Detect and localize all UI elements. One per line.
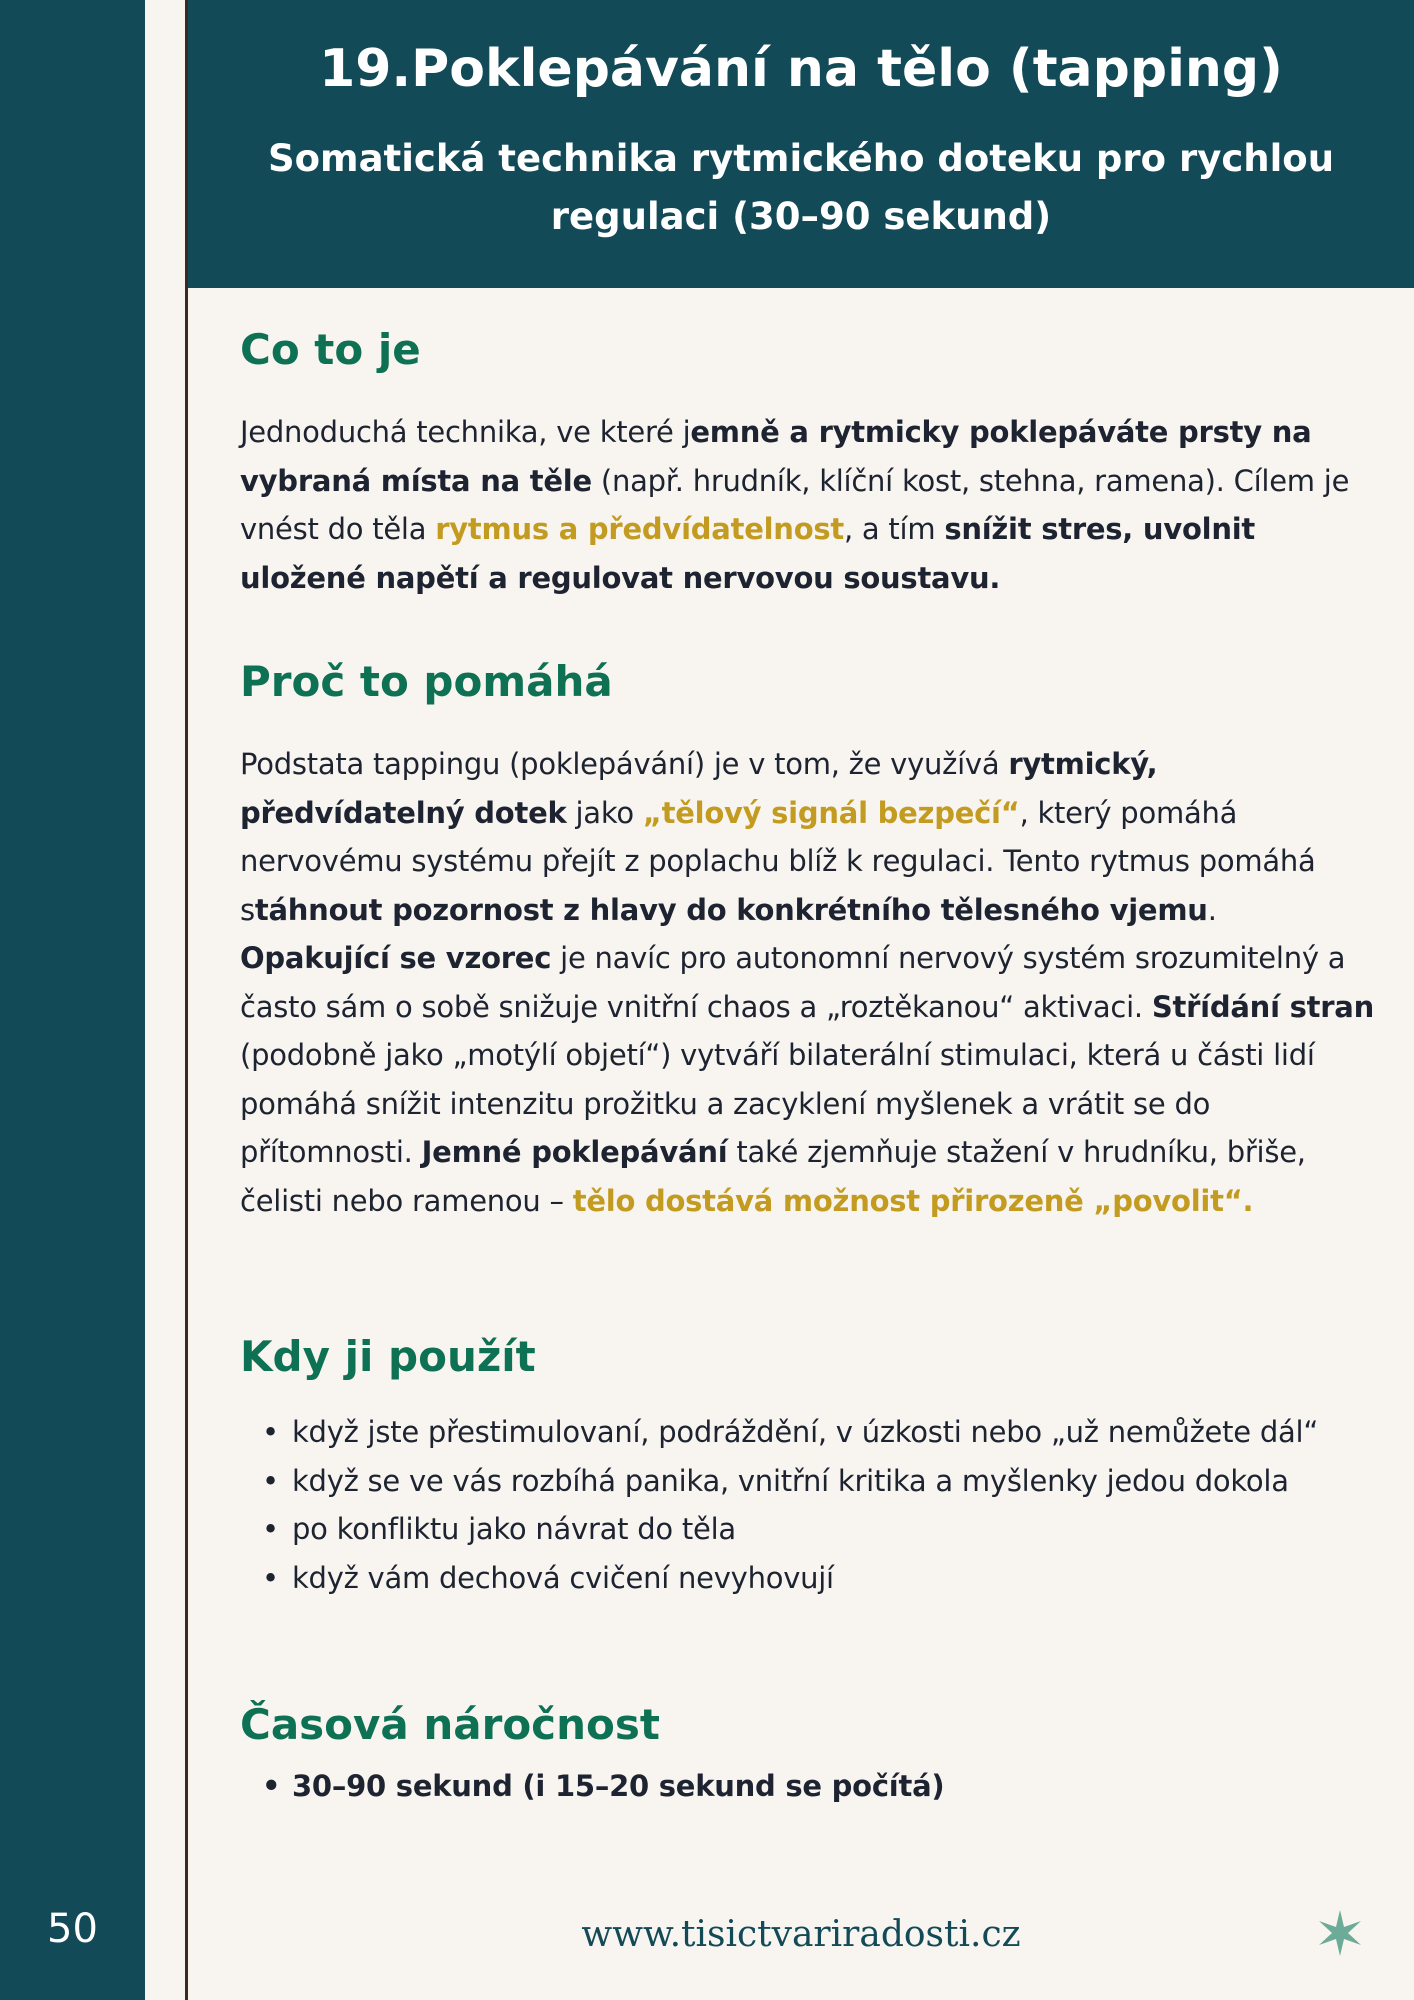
text-run-bold: Střídání stran (1151, 989, 1375, 1024)
list-item: • když vám dechová cvičení nevyhovují (240, 1554, 1375, 1603)
text-run: (např. hrudník, klíční kost, stehna, ramena). Cílem je vnést do těla (240, 463, 1350, 546)
header-banner (188, 0, 1414, 288)
page-number: 50 (47, 1906, 98, 1952)
text-run-bold: emně a rytmicky poklepáváte prsty na vybraná místa na těle (240, 415, 1312, 498)
page-title: 19.Poklepávání na tělo (tapping) (319, 39, 1283, 99)
text-run-bold: snížit stres, uvolnit uložené napětí a regulovat nervovou soustavu. (240, 512, 1256, 595)
when-list (240, 1408, 1375, 1602)
section-heading-when: Kdy ji použít (240, 1332, 536, 1381)
text-run: také zjemňuje stažení v hrudníku, břiše, čelisti nebo ramenou – (240, 1135, 1306, 1218)
section-heading-why: Proč to pomáhá (240, 657, 613, 706)
text-run-highlight: rytmus a předvídatelnost (435, 512, 844, 546)
text-run-highlight: „tělový signál bezpečí“ (642, 795, 1020, 830)
list-item: • po konfliktu jako návrat do těla (240, 1505, 1375, 1554)
star-icon-shape (1319, 1910, 1361, 1956)
margin-strip (145, 0, 185, 2000)
text-run: Jednoduchá technika, ve které j (240, 415, 691, 449)
list-item: • 30–90 sekund (i 15–20 sekund se počítá) (240, 1762, 1375, 1811)
text-run-highlight: tělo dostává možnost přirozeně „povolit“. (572, 1183, 1254, 1218)
text-run: , a tím (844, 512, 945, 546)
text-run: . (1207, 892, 1217, 927)
star-icon (1315, 1908, 1365, 1958)
section-heading-what: Co to je (240, 325, 421, 374)
side-bar (0, 0, 145, 2000)
text-run-bold: rytmický, předvídatelný dotek (240, 747, 1158, 830)
margin-rule (185, 0, 188, 2000)
list-item: • když se ve vás rozbíhá panika, vnitřní kritika a myšlenky jedou dokola (240, 1457, 1375, 1506)
text-run: je navíc pro autonomní nervový systém srozumitelný a často sám o sobě snižuje vnitřní chaos a „roztěkanou“ aktivaci. (240, 941, 1346, 1024)
list-item: • když jste přestimulovaní, podráždění, v úzkosti nebo „už nemůžete dál“ (240, 1408, 1375, 1457)
time-list (240, 1762, 1375, 1811)
text-run-bold: Opakující se vzorec (240, 941, 552, 975)
text-run: Podstata tappingu (poklepávání) je v tom, že využívá (240, 747, 1009, 781)
section-heading-time: Časová náročnost (240, 1700, 660, 1749)
page-subtitle: Somatická technika rytmického doteku pro rychlou regulaci (30–90 sekund) (267, 137, 1335, 238)
text-run: , který pomáhá nervovému systému přejít z poplachu blíž k regulaci. Tento rytmus pomáhá s (240, 795, 1316, 927)
text-run: jako (566, 795, 643, 830)
text-run-bold: táhnout pozornost z hlavy do konkrétního tělesného vjemu (254, 892, 1208, 927)
section-body-what (240, 408, 1375, 602)
section-body-why (240, 740, 1375, 1225)
footer-website-url[interactable]: www.tisictvariradosti.cz (581, 1914, 1021, 1955)
text-run-bold: Jemné poklepávání (421, 1135, 728, 1169)
text-run: (podobně jako „motýlí objetí“) vytváří bilaterální stimulaci, která u části lidí pomáhá snížit intenzitu prožitku a zacyklení myšlenek a vrátit se do přítomnosti. (240, 1038, 1315, 1169)
